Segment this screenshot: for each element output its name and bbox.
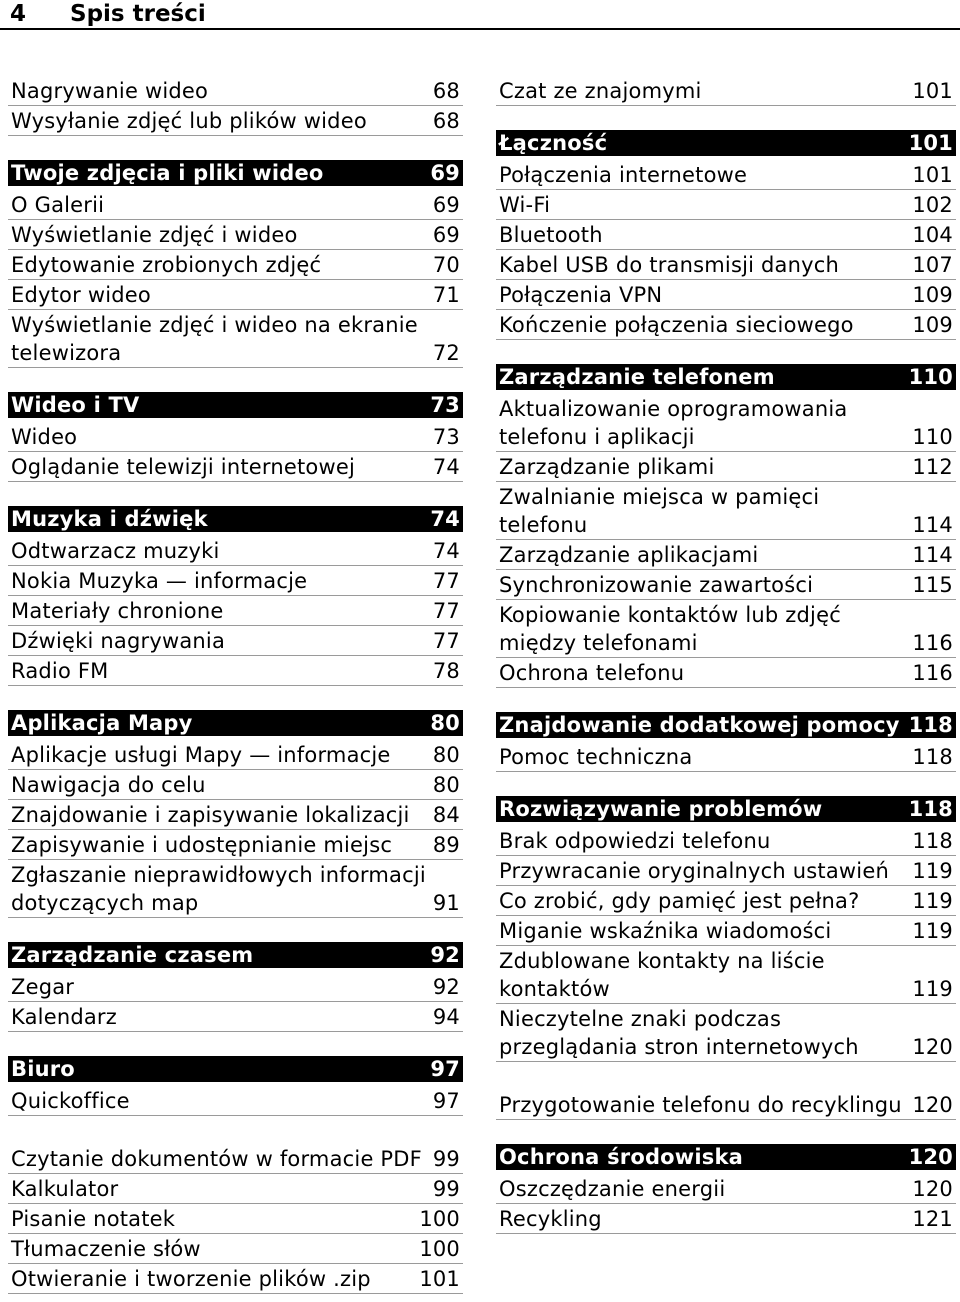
toc-section-heading[interactable] bbox=[8, 942, 463, 968]
entry-title: Kalendarz bbox=[11, 1005, 117, 1029]
entry-title: Otwieranie i tworzenie plików .zip bbox=[11, 1267, 371, 1291]
page-ref: 109 bbox=[912, 283, 953, 307]
page-ref: 74 bbox=[432, 539, 460, 563]
toc-entry[interactable] bbox=[8, 860, 463, 918]
toc-entry[interactable] bbox=[8, 626, 463, 656]
entry-title: Przywracanie oryginalnych ustawień bbox=[499, 859, 889, 883]
page-ref: 71 bbox=[432, 283, 460, 307]
toc-entry[interactable] bbox=[496, 482, 956, 540]
page-ref: 112 bbox=[912, 455, 953, 479]
page-ref: 99 bbox=[432, 1147, 460, 1171]
page-ref: 100 bbox=[419, 1207, 460, 1231]
section-gap bbox=[496, 1120, 956, 1144]
page-ref: 118 bbox=[908, 713, 953, 737]
page-ref: 119 bbox=[912, 889, 953, 913]
toc-entry[interactable] bbox=[8, 1264, 463, 1294]
toc-section-heading[interactable] bbox=[8, 1056, 463, 1082]
section-title: Znajdowanie dodatkowej pomocy bbox=[499, 713, 900, 737]
entry-title: Wideo bbox=[11, 425, 78, 449]
toc-entry[interactable] bbox=[496, 658, 956, 688]
entry-title: Kabel USB do transmisji danych bbox=[499, 253, 840, 277]
toc-entry[interactable] bbox=[496, 600, 956, 658]
toc-entry[interactable] bbox=[496, 1004, 956, 1062]
page-ref: 120 bbox=[912, 1177, 953, 1201]
toc-entry[interactable] bbox=[496, 160, 956, 190]
toc-section-heading[interactable] bbox=[8, 710, 463, 736]
page-header bbox=[0, 0, 960, 30]
section-gap bbox=[8, 918, 463, 942]
section-title: Rozwiązywanie problemów bbox=[499, 797, 823, 821]
toc-section-heading[interactable] bbox=[8, 506, 463, 532]
toc-section-heading[interactable] bbox=[496, 712, 956, 738]
entry-title: Pomoc techniczna bbox=[499, 745, 693, 769]
toc-entry[interactable] bbox=[8, 566, 463, 596]
section-title: Biuro bbox=[11, 1057, 75, 1081]
toc-entry[interactable] bbox=[8, 536, 463, 566]
toc-entry[interactable] bbox=[8, 740, 463, 770]
page-ref: 91 bbox=[432, 891, 460, 915]
page-ref: 84 bbox=[432, 803, 460, 827]
entry-title: Wyświetlanie zdjęć i wideo na ekranie telewizora bbox=[11, 313, 418, 365]
toc-entry[interactable] bbox=[8, 596, 463, 626]
entry-title: Quickoffice bbox=[11, 1089, 130, 1113]
page-ref: 115 bbox=[912, 573, 953, 597]
section-gap bbox=[496, 688, 956, 712]
toc-right-column bbox=[496, 76, 956, 1234]
section-title: Aplikacja Mapy bbox=[11, 711, 193, 735]
page-ref: 114 bbox=[912, 513, 953, 537]
toc-entry[interactable] bbox=[496, 220, 956, 250]
section-gap bbox=[496, 106, 956, 130]
page-ref: 120 bbox=[908, 1145, 953, 1169]
toc-entry[interactable] bbox=[8, 1086, 463, 1116]
entry-title: Ochrona telefonu bbox=[499, 661, 685, 685]
entry-title: Kopiowanie kontaktów lub zdjęć między telefonami bbox=[499, 603, 841, 655]
entry-title: Dźwięki nagrywania bbox=[11, 629, 226, 653]
page-ref: 94 bbox=[432, 1005, 460, 1029]
toc-entry[interactable] bbox=[8, 656, 463, 686]
toc-entry[interactable] bbox=[496, 1062, 956, 1120]
page-ref: 97 bbox=[430, 1057, 460, 1081]
toc-entry[interactable] bbox=[496, 1174, 956, 1204]
toc-entry[interactable] bbox=[496, 570, 956, 600]
page-ref: 104 bbox=[912, 223, 953, 247]
section-title: Zarządzanie telefonem bbox=[499, 365, 775, 389]
page-ref: 100 bbox=[419, 1237, 460, 1261]
toc-entry[interactable] bbox=[496, 1204, 956, 1234]
toc-section-heading[interactable] bbox=[496, 1144, 956, 1170]
page-ref: 92 bbox=[432, 975, 460, 999]
toc-entry[interactable] bbox=[496, 540, 956, 570]
section-title: Twoje zdjęcia i pliki wideo bbox=[11, 161, 324, 185]
toc-entry[interactable] bbox=[8, 250, 463, 280]
entry-title: O Galerii bbox=[11, 193, 105, 217]
section-title: Wideo i TV bbox=[11, 393, 140, 417]
page-title: Spis treści bbox=[70, 1, 206, 27]
page-ref: 73 bbox=[430, 393, 460, 417]
section-title: Łączność bbox=[499, 131, 608, 155]
page-ref: 74 bbox=[432, 455, 460, 479]
page-ref: 101 bbox=[912, 163, 953, 187]
toc-entry[interactable] bbox=[8, 76, 463, 106]
section-gap bbox=[8, 482, 463, 506]
entry-title: Zarządzanie aplikacjami bbox=[499, 543, 759, 567]
toc-left-column bbox=[8, 76, 463, 1294]
entry-title: Kalkulator bbox=[11, 1177, 119, 1201]
toc-entry[interactable] bbox=[8, 1002, 463, 1032]
page-number: 4 bbox=[10, 1, 27, 27]
toc-entry[interactable] bbox=[8, 190, 463, 220]
page-ref: 119 bbox=[912, 977, 953, 1001]
toc-entry[interactable] bbox=[8, 1116, 463, 1174]
entry-title: Miganie wskaźnika wiadomości bbox=[499, 919, 832, 943]
entry-title: Aktualizowanie oprogramowania telefonu i aplikacji bbox=[499, 397, 848, 449]
toc-entry[interactable] bbox=[496, 946, 956, 1004]
page-ref: 74 bbox=[430, 507, 460, 531]
page-ref: 120 bbox=[912, 1035, 953, 1059]
entry-title: Radio FM bbox=[11, 659, 109, 683]
page-ref: 99 bbox=[432, 1177, 460, 1201]
entry-title: Bluetooth bbox=[499, 223, 603, 247]
entry-title: Aplikacje usługi Mapy — informacje bbox=[11, 743, 391, 767]
section-gap bbox=[8, 1032, 463, 1056]
entry-title: Pisanie notatek bbox=[11, 1207, 176, 1231]
page-ref: 72 bbox=[432, 341, 460, 365]
toc-entry[interactable] bbox=[8, 106, 463, 136]
entry-title: Co zrobić, gdy pamięć jest pełna? bbox=[499, 889, 860, 913]
toc-entry[interactable] bbox=[8, 310, 463, 368]
section-gap bbox=[8, 136, 463, 160]
toc-section-heading[interactable] bbox=[496, 364, 956, 390]
entry-title: Oglądanie telewizji internetowej bbox=[11, 455, 355, 479]
toc-entry[interactable] bbox=[8, 830, 463, 860]
page-ref: 101 bbox=[419, 1267, 460, 1291]
toc-section-heading[interactable] bbox=[496, 796, 956, 822]
page-ref: 89 bbox=[432, 833, 460, 857]
entry-title: Nokia Muzyka — informacje bbox=[11, 569, 308, 593]
page-ref: 80 bbox=[430, 711, 460, 735]
toc-entry[interactable] bbox=[496, 76, 956, 106]
entry-title: Nagrywanie wideo bbox=[11, 79, 209, 103]
page-ref: 118 bbox=[912, 829, 953, 853]
entry-title: Czytanie dokumentów w formacie PDF bbox=[11, 1147, 422, 1171]
toc-entry[interactable] bbox=[496, 452, 956, 482]
entry-title: Wyświetlanie zdjęć i wideo bbox=[11, 223, 298, 247]
page-ref: 118 bbox=[908, 797, 953, 821]
toc-entry[interactable] bbox=[8, 452, 463, 482]
toc-entry[interactable] bbox=[496, 856, 956, 886]
toc-entry[interactable] bbox=[496, 886, 956, 916]
page-ref: 77 bbox=[432, 599, 460, 623]
page-ref: 70 bbox=[432, 253, 460, 277]
page-ref: 110 bbox=[908, 365, 953, 389]
page-ref: 80 bbox=[432, 773, 460, 797]
toc-entry[interactable] bbox=[496, 190, 956, 220]
section-title: Muzyka i dźwięk bbox=[11, 507, 208, 531]
toc-entry[interactable] bbox=[8, 1204, 463, 1234]
entry-title: Kończenie połączenia sieciowego bbox=[499, 313, 854, 337]
toc-section-heading[interactable] bbox=[496, 130, 956, 156]
entry-title: Czat ze znajomymi bbox=[499, 79, 702, 103]
section-title: Zarządzanie czasem bbox=[11, 943, 254, 967]
page-ref: 97 bbox=[432, 1089, 460, 1113]
entry-title: Zarządzanie plikami bbox=[499, 455, 715, 479]
entry-title: Edytowanie zrobionych zdjęć bbox=[11, 253, 322, 277]
toc-entry[interactable] bbox=[496, 310, 956, 340]
page-ref: 92 bbox=[430, 943, 460, 967]
page-ref: 120 bbox=[912, 1093, 953, 1117]
toc-entry[interactable] bbox=[8, 770, 463, 800]
entry-title: Połączenia internetowe bbox=[499, 163, 748, 187]
entry-title: Zapisywanie i udostępnianie miejsc bbox=[11, 833, 393, 857]
page-ref: 107 bbox=[912, 253, 953, 277]
section-title: Ochrona środowiska bbox=[499, 1145, 744, 1169]
page-ref: 101 bbox=[908, 131, 953, 155]
toc-section-heading[interactable] bbox=[8, 392, 463, 418]
entry-title: Nawigacja do celu bbox=[11, 773, 206, 797]
toc-entry[interactable] bbox=[496, 826, 956, 856]
entry-title: Synchronizowanie zawartości bbox=[499, 573, 814, 597]
toc-entry[interactable] bbox=[8, 800, 463, 830]
entry-title: Odtwarzacz muzyki bbox=[11, 539, 220, 563]
entry-title: Wysyłanie zdjęć lub plików wideo bbox=[11, 109, 367, 133]
entry-title: Wi-Fi bbox=[499, 193, 551, 217]
page-ref: 69 bbox=[432, 223, 460, 247]
page-ref: 119 bbox=[912, 859, 953, 883]
page-ref: 68 bbox=[432, 79, 460, 103]
entry-title: Brak odpowiedzi telefonu bbox=[499, 829, 771, 853]
entry-title: Przygotowanie telefonu do recyklingu bbox=[499, 1093, 902, 1117]
page-ref: 121 bbox=[912, 1207, 953, 1231]
page-ref: 119 bbox=[912, 919, 953, 943]
toc-entry[interactable] bbox=[8, 220, 463, 250]
entry-title: Zgłaszanie nieprawidłowych informacji dotyczących map bbox=[11, 863, 426, 915]
page-ref: 118 bbox=[912, 745, 953, 769]
toc-section-heading[interactable] bbox=[8, 160, 463, 186]
page-ref: 80 bbox=[432, 743, 460, 767]
toc-entry[interactable] bbox=[496, 916, 956, 946]
section-gap bbox=[496, 772, 956, 796]
toc-entry[interactable] bbox=[8, 1234, 463, 1264]
page-ref: 101 bbox=[912, 79, 953, 103]
toc-entry[interactable] bbox=[8, 422, 463, 452]
page-ref: 77 bbox=[432, 629, 460, 653]
page-ref: 116 bbox=[912, 631, 953, 655]
page-ref: 116 bbox=[912, 661, 953, 685]
section-gap bbox=[8, 368, 463, 392]
page-ref: 110 bbox=[912, 425, 953, 449]
toc-entry[interactable] bbox=[8, 1174, 463, 1204]
entry-title: Znajdowanie i zapisywanie lokalizacji bbox=[11, 803, 410, 827]
page-ref: 78 bbox=[432, 659, 460, 683]
entry-title: Recykling bbox=[499, 1207, 602, 1231]
page-ref: 69 bbox=[432, 193, 460, 217]
toc-entry[interactable] bbox=[496, 742, 956, 772]
toc-entry[interactable] bbox=[8, 972, 463, 1002]
entry-title: Materiały chronione bbox=[11, 599, 224, 623]
entry-title: Nieczytelne znaki podczas przeglądania stron internetowych bbox=[499, 1007, 859, 1059]
page-ref: 69 bbox=[430, 161, 460, 185]
page-ref: 102 bbox=[912, 193, 953, 217]
section-gap bbox=[8, 686, 463, 710]
page-ref: 73 bbox=[432, 425, 460, 449]
page-ref: 68 bbox=[432, 109, 460, 133]
page-ref: 114 bbox=[912, 543, 953, 567]
entry-title: Zegar bbox=[11, 975, 75, 999]
page-ref: 77 bbox=[432, 569, 460, 593]
entry-title: Edytor wideo bbox=[11, 283, 151, 307]
toc-entry[interactable] bbox=[496, 250, 956, 280]
entry-title: Zdublowane kontakty na liście kontaktów bbox=[499, 949, 825, 1001]
entry-title: Oszczędzanie energii bbox=[499, 1177, 726, 1201]
section-gap bbox=[496, 340, 956, 364]
entry-title: Tłumaczenie słów bbox=[11, 1237, 201, 1261]
toc-entry[interactable] bbox=[496, 394, 956, 452]
toc-entry[interactable] bbox=[496, 280, 956, 310]
entry-title: Zwalnianie miejsca w pamięci telefonu bbox=[499, 485, 820, 537]
page-ref: 109 bbox=[912, 313, 953, 337]
entry-title: Połączenia VPN bbox=[499, 283, 663, 307]
toc-entry[interactable] bbox=[8, 280, 463, 310]
